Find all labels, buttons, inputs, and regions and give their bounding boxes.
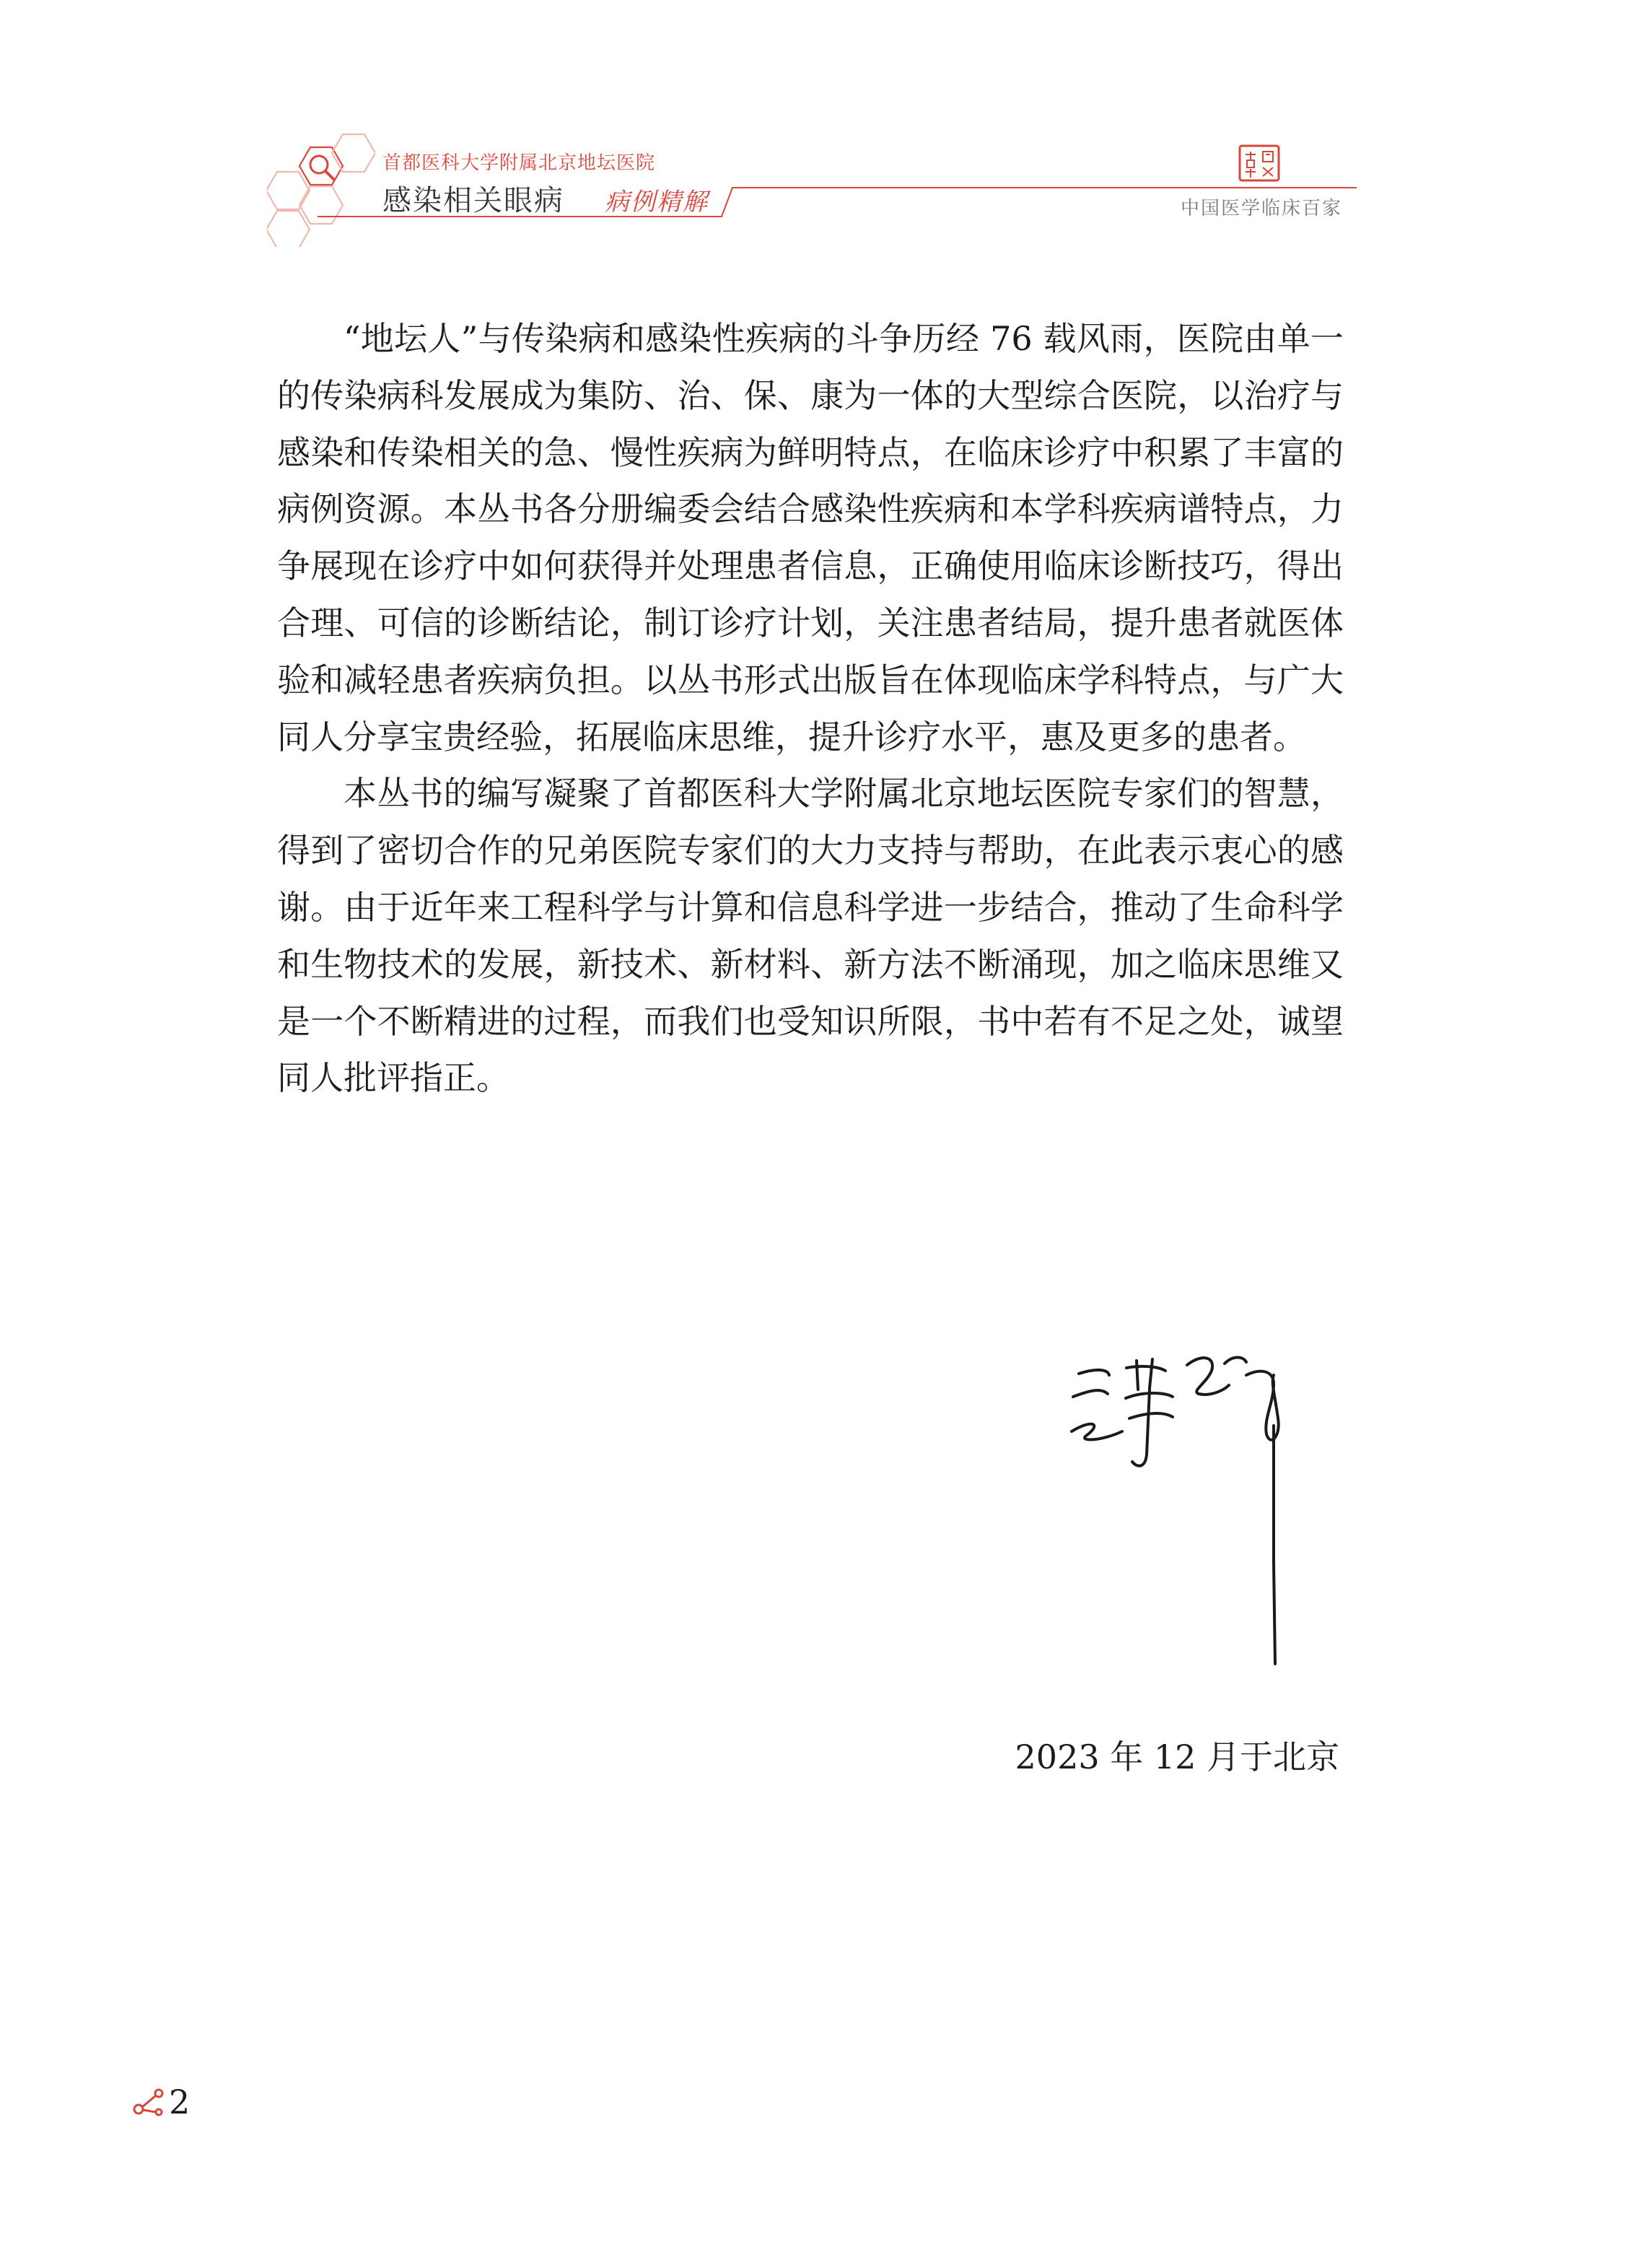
series-title: 感染相关眼病	[382, 184, 564, 217]
page-number: 2	[169, 2082, 191, 2121]
paragraph: “地坛人”与传染病和感染性疾病的斗争历经 76 载风雨，医院由单一的传染病科发展成为集防、治、保、康为一体的大型综合医院，以治疗与感染和传染相关的急、慢性疾病为鲜明特点，在临床诊疗中积累了丰富的病例资源。本丛书各分册编委会结合感染性疾病和本学科疾病谱特点，力争展现在诊疗中如何获得并处理患者信息，正确使用临床诊断技巧，得出合理、可信的诊断结论，制订诊疗计划，关注患者结局，提升患者就医体验和减轻患者疾病负担。以丛书形式出版旨在体现临床学科特点，与广大同人分享宝贵经验，拓展临床思维，提升诊疗水平，惠及更多的患者。	[277, 319, 1344, 756]
page-footer	[131, 2082, 190, 2121]
page-header	[0, 0, 1628, 245]
brand-label: 中国医学临床百家	[1180, 198, 1342, 219]
seal-icon	[1238, 144, 1280, 182]
series-subtitle: 病例精解	[605, 188, 709, 217]
hospital-name: 首都医科大学附属北京地坛医院	[382, 152, 656, 174]
date-line: 2023 年 12 月于北京	[1015, 1737, 1339, 1776]
seal-stamp	[1238, 144, 1280, 182]
handwritten-signature	[1057, 1346, 1346, 1707]
molecule-icon	[131, 2085, 166, 2119]
paragraph: 本丛书的编写凝聚了首都医科大学附属北京地坛医院专家们的智慧，得到了密切合作的兄弟医院专家们的大力支持与帮助，在此表示衷心的感谢。由于近年来工程科学与计算和信息科学进一步结合，推动了生命科学和生物技术的发展，新技术、新材料、新方法不断涌现，加之临床思维又是一个不断精进的过程，而我们也受知识所限，书中若有不足之处，诚望同人批评指正。	[277, 774, 1344, 1098]
preface-body	[277, 310, 1344, 1107]
